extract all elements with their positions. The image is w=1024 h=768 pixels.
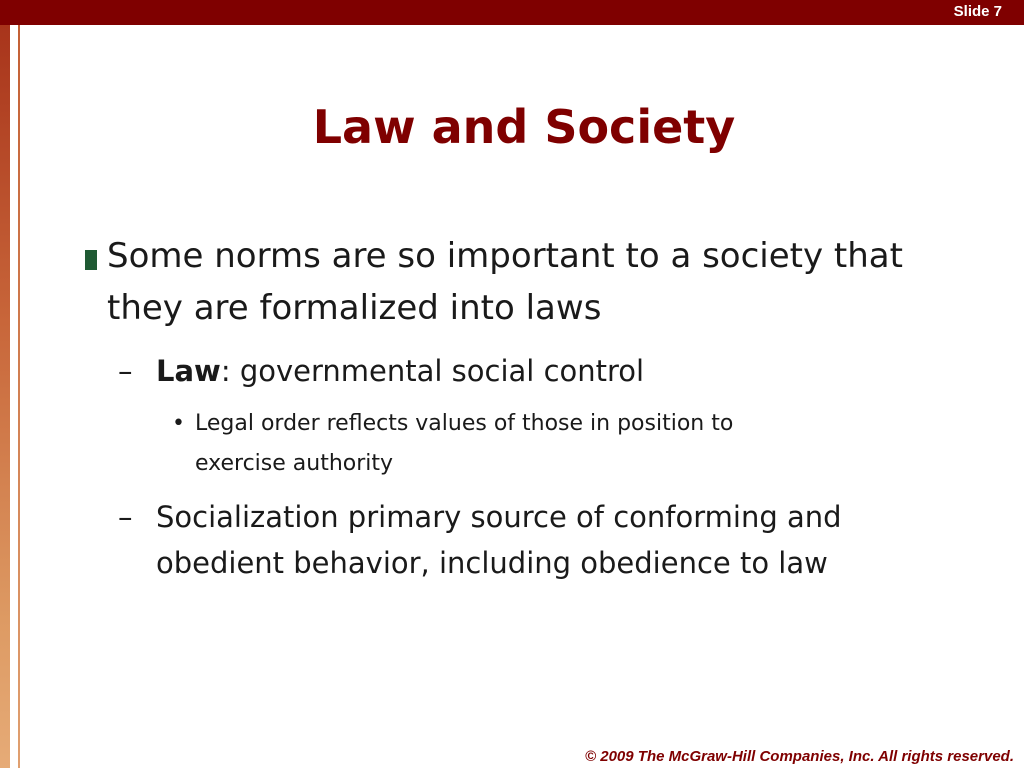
law-definition: : governmental social control [220,354,645,388]
copyright-footer: © 2009 The McGraw-Hill Companies, Inc. All rights reserved. [585,748,1014,765]
sub-bullet-law [118,348,958,394]
bullet-dot-icon: • [172,411,185,436]
sub-sub-bullet-legal-order [172,404,772,484]
sub-bullet-socialization [118,494,958,586]
socialization-text: Socialization primary source of conforming and obedient behavior, including obedience to law [156,500,842,580]
main-bullet [85,230,945,334]
main-bullet-text: Some norms are so important to a society that they are formalized into laws [107,236,903,328]
dash-icon: – [118,354,133,388]
law-term: Law [156,354,221,388]
square-bullet-icon [85,250,97,270]
legal-order-text: Legal order reflects values of those in position to exercise authority [195,411,734,476]
top-bar [0,0,1024,25]
slide-title: Law and Society [312,100,736,154]
sub-bullet-law-text [156,348,958,394]
slide-number: Slide 7 [953,3,1002,20]
dash-icon: – [118,500,133,534]
